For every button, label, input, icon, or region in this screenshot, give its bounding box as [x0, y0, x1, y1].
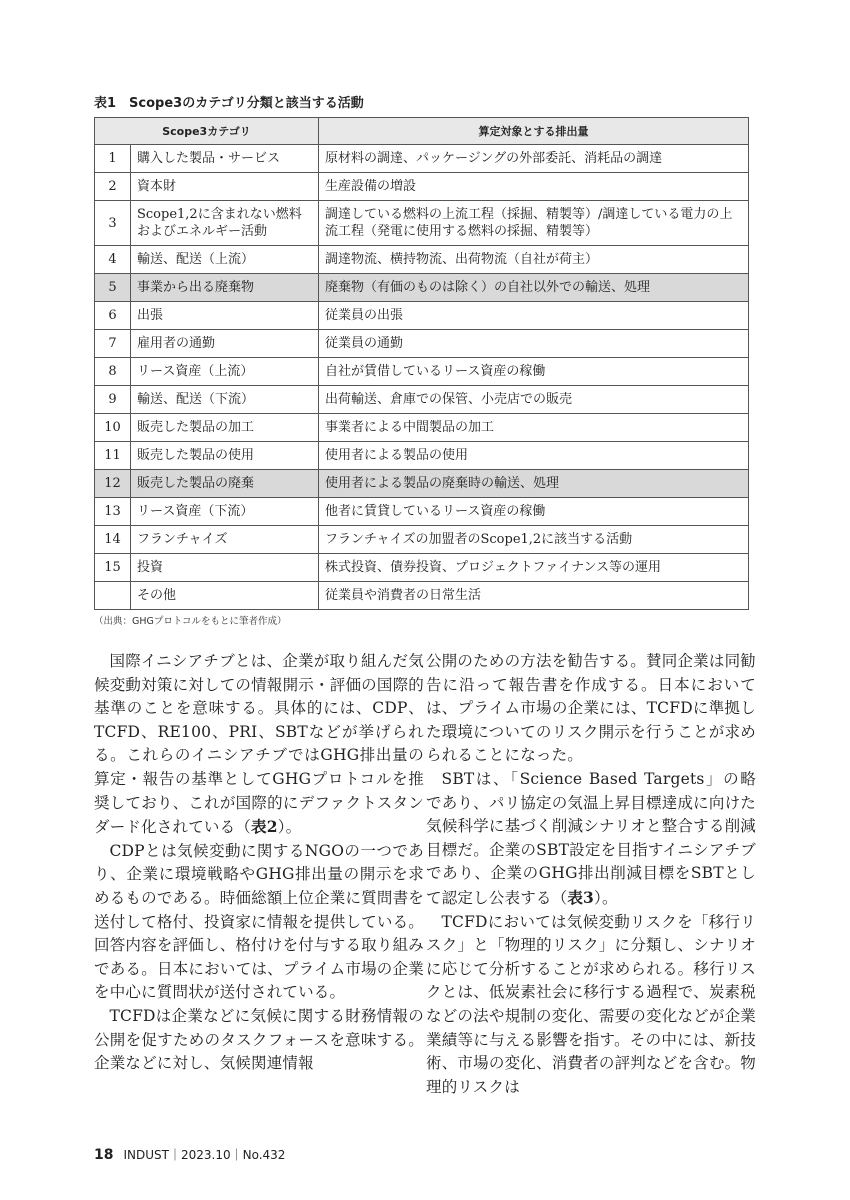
- row-category: 販売した製品の使用: [131, 442, 319, 470]
- row-number: 6: [95, 302, 131, 330]
- row-category: 販売した製品の加工: [131, 414, 319, 442]
- table-row: [95, 201, 749, 246]
- row-activity: 原材料の調達、パッケージングの外部委託、消耗品の調達: [319, 145, 749, 173]
- table-header-row: [95, 118, 749, 145]
- row-activity: 使用者による製品の使用: [319, 442, 749, 470]
- table-row: [95, 498, 749, 526]
- row-activity: フランチャイズの加盟者のScope1,2に該当する活動: [319, 526, 749, 554]
- row-activity: 従業員や消費者の日常生活: [319, 582, 749, 610]
- table-row: [95, 554, 749, 582]
- paragraph-text: SBTは、「Science Based Targets」の略であり、パリ協定の気温上昇目標達成に向けた気候科学に基づく削減シナリオと整合する削減目標だ。企業のSBT設定を目指すイニシアチブであり、企業のGHG排出削減目標をSBTとして認定し公表する（: [426, 769, 756, 907]
- row-category: Scope1,2に含まれない燃料およびエネルギー活動: [131, 201, 319, 246]
- paragraph-text: 国際イニシアチブとは、企業が取り組んだ気候変動対策に対しての情報開示・評価の国際的基準のことを意味する。具体的には、CDP、TCFD、RE100、PRI、SBTなどが挙げられる。これらのイニシアチブではGHG排出量の算定・報告の基準としてGHGプロトコルを推奨しており、これが国際的にデファクトスタンダード化されている（: [94, 652, 424, 837]
- row-number: 11: [95, 442, 131, 470]
- paragraph-text: ）。: [277, 818, 302, 837]
- row-activity: 廃棄物（有価のものは除く）の自社以外での輸送、処理: [319, 274, 749, 302]
- row-activity: 生産設備の増設: [319, 173, 749, 201]
- row-activity: 調達している燃料の上流工程（採掘、精製等）/調達している電力の上流工程（発電に使用する燃料の採掘、精製等）: [319, 201, 749, 246]
- row-number: 7: [95, 330, 131, 358]
- row-category: その他: [131, 582, 319, 610]
- page-footer: [94, 1146, 285, 1163]
- row-activity: 使用者による製品の廃棄時の輸送、処理: [319, 470, 749, 498]
- header-activity: 算定対象とする排出量: [319, 118, 749, 145]
- row-number: 12: [95, 470, 131, 498]
- header-category: Scope3カテゴリ: [95, 118, 319, 145]
- row-number: 5: [95, 274, 131, 302]
- table-row: [95, 582, 749, 610]
- row-number: 10: [95, 414, 131, 442]
- row-number: 4: [95, 246, 131, 274]
- row-number: 8: [95, 358, 131, 386]
- row-activity: 他者に賃貸しているリース資産の稼働: [319, 498, 749, 526]
- paragraph-tcfd-cont: 公開のための方法を勧告する。賛同企業は同勧告に沿って報告書を作成する。日本においては、プライム市場の企業には、TCFDに準拠した環境についてのリスク開示を行うことが求められることになった。: [426, 652, 756, 765]
- row-category: 購入した製品・サービス: [131, 145, 319, 173]
- row-category: 雇用者の通勤: [131, 330, 319, 358]
- table-row: [95, 526, 749, 554]
- row-activity: 株式投資、債券投資、プロジェクトファイナンス等の運用: [319, 554, 749, 582]
- table-ref-3: 表3: [567, 887, 594, 907]
- row-number: 13: [95, 498, 131, 526]
- row-category: 投資: [131, 554, 319, 582]
- page-number: 18: [94, 1147, 114, 1163]
- row-number: 14: [95, 526, 131, 554]
- table-row-highlighted: [95, 470, 749, 498]
- row-category: 輸送、配送（上流）: [131, 246, 319, 274]
- row-category: リース資産（上流）: [131, 358, 319, 386]
- table-row: [95, 414, 749, 442]
- table-row: [95, 246, 749, 274]
- row-number: 2: [95, 173, 131, 201]
- body-column-right: [426, 650, 756, 1099]
- row-category: 事業から出る廃棄物: [131, 274, 319, 302]
- paragraph-text: ）。: [594, 888, 618, 907]
- row-category: 輸送、配送（下流）: [131, 386, 319, 414]
- table-source-note: （出典：GHGプロトコルをもとに筆者作成）: [94, 616, 287, 627]
- table-row: [95, 442, 749, 470]
- row-category: リース資産（下流）: [131, 498, 319, 526]
- scope3-table: [94, 117, 749, 610]
- table-row: [95, 145, 749, 173]
- row-category: フランチャイズ: [131, 526, 319, 554]
- row-number: 3: [95, 201, 131, 246]
- row-category: 出張: [131, 302, 319, 330]
- paragraph-sbt: [426, 768, 756, 911]
- table-row: [95, 173, 749, 201]
- row-number: 1: [95, 145, 131, 173]
- table-row-highlighted: [95, 274, 749, 302]
- body-column-left: [94, 650, 424, 1076]
- paragraph-initiatives: [94, 650, 424, 840]
- row-category: 販売した製品の廃棄: [131, 470, 319, 498]
- publication-info: INDUST｜2023.10｜No.432: [123, 1148, 286, 1162]
- row-activity: 調達物流、横持物流、出荷物流（自社が荷主）: [319, 246, 749, 274]
- row-activity: 事業者による中間製品の加工: [319, 414, 749, 442]
- table-row: [95, 358, 749, 386]
- table-row: [95, 302, 749, 330]
- row-activity: 自社が賃借しているリース資産の稼働: [319, 358, 749, 386]
- paragraph-tcfd-start: TCFDは企業などに気候に関する財務情報の公開を促すためのタスクフォースを意味する。企業などに対し、気候関連情報: [94, 1006, 424, 1073]
- row-number: 15: [95, 554, 131, 582]
- row-activity: 従業員の出張: [319, 302, 749, 330]
- table-ref-2: 表2: [251, 817, 278, 837]
- table-caption: 表1 Scope3のカテゴリ分類と該当する活動: [94, 96, 364, 111]
- paragraph-risk: TCFDにおいては気候変動リスクを「移行リスク」と「物理的リスク」に分類し、シナリオに応じて分析することが求められる。移行リスクとは、低炭素社会に移行する過程で、炭素税などの法や規制の変化、需要の変化などが企業業績等に与える影響を指す。その中には、新技術、市場の変化、消費者の評判などを含む。物理的リスクは: [426, 912, 756, 1096]
- table-row: [95, 386, 749, 414]
- row-number: [95, 582, 131, 610]
- row-category: 資本財: [131, 173, 319, 201]
- paragraph-cdp: CDPとは気候変動に関するNGOの一つであり、企業に環境戦略やGHG排出量の開示を求めるものである。時価総額上位企業に質問書を送付して格付、投資家に情報を提供している。回答内容を評価し、格付けを付与する取り組みである。日本においては、プライム市場の企業を中心に質問状が送付されている。: [94, 841, 424, 1002]
- row-activity: 従業員の通勤: [319, 330, 749, 358]
- row-activity: 出荷輸送、倉庫での保管、小売店での販売: [319, 386, 749, 414]
- row-number: 9: [95, 386, 131, 414]
- table-row: [95, 330, 749, 358]
